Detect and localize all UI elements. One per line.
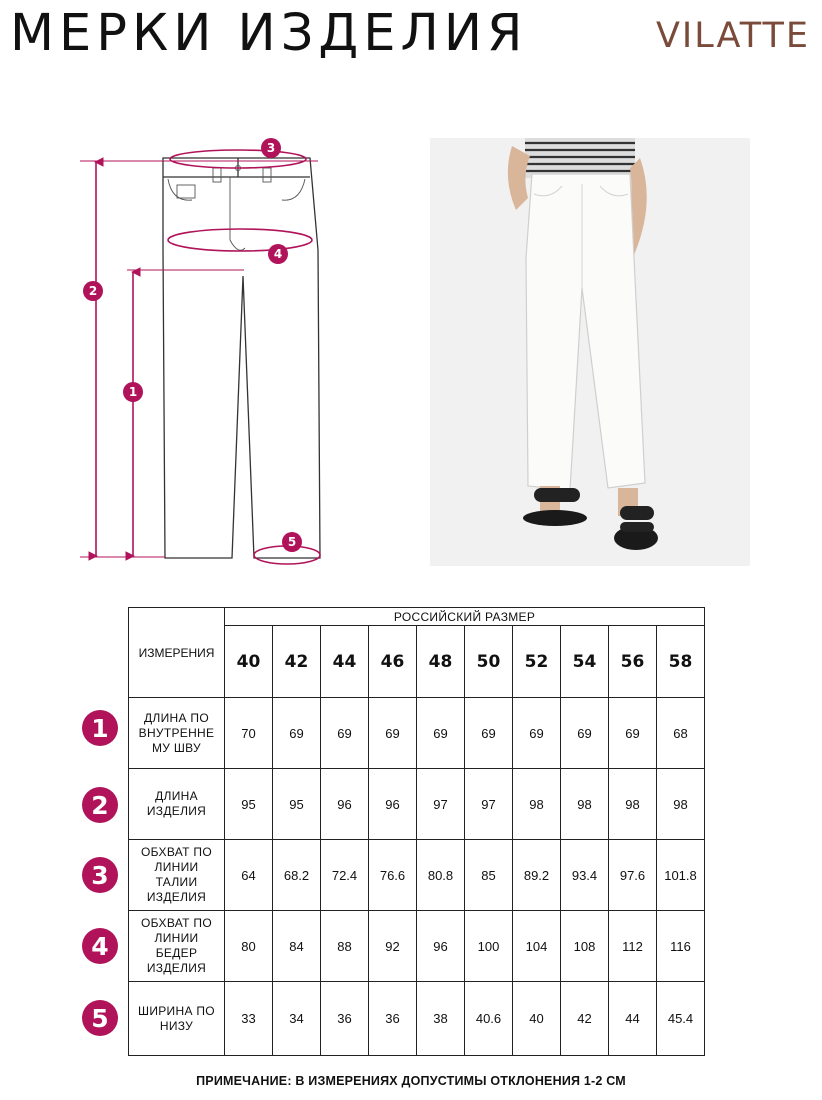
table-cell: 69 [321, 698, 369, 769]
table-cell: 92 [369, 911, 417, 982]
table-cell: 36 [369, 982, 417, 1056]
table-cell: 96 [417, 911, 465, 982]
table-cell: 97 [417, 769, 465, 840]
table-cell: 95 [273, 769, 321, 840]
size-header: 52 [513, 626, 561, 698]
table-row [129, 769, 705, 840]
row-label: ДЛИНА ИЗДЕЛИЯ [129, 769, 225, 840]
page-title: МЕРКИ ИЗДЕЛИЯ [10, 4, 528, 63]
table-row [129, 840, 705, 911]
table-cell: 69 [417, 698, 465, 769]
size-header: 44 [321, 626, 369, 698]
table-cell: 101.8 [657, 840, 705, 911]
row-label: ШИРИНА ПО НИЗУ [129, 982, 225, 1056]
table-cell: 69 [561, 698, 609, 769]
table-cell: 64 [225, 840, 273, 911]
brand-logo: VILATTE [655, 16, 810, 56]
table-cell: 42 [561, 982, 609, 1056]
table-cell: 34 [273, 982, 321, 1056]
table-cell: 76.6 [369, 840, 417, 911]
table-cell: 116 [657, 911, 705, 982]
table-cell: 98 [657, 769, 705, 840]
table-cell: 69 [273, 698, 321, 769]
size-header: 56 [609, 626, 657, 698]
table-cell: 80 [225, 911, 273, 982]
row-badge-2: 2 [82, 787, 118, 823]
table-cell: 68 [657, 698, 705, 769]
row-badge-1: 1 [82, 710, 118, 746]
table-cell: 38 [417, 982, 465, 1056]
table-cell: 80.8 [417, 840, 465, 911]
size-table [128, 607, 705, 1056]
marker-2-label: 2 [88, 284, 98, 298]
pants-outline [163, 158, 320, 558]
table-cell: 98 [609, 769, 657, 840]
table-cell: 84 [273, 911, 321, 982]
table-cell: 69 [465, 698, 513, 769]
table-cell: 98 [561, 769, 609, 840]
table-cell: 104 [513, 911, 561, 982]
footnote: ПРИМЕЧАНИЕ: В ИЗМЕРЕНИЯХ ДОПУСТИМЫ ОТКЛОНЕНИЯ 1-2 СМ [196, 1074, 626, 1088]
table-cell: 98 [513, 769, 561, 840]
table-cell: 69 [369, 698, 417, 769]
table-cell: 44 [609, 982, 657, 1056]
table-cell: 108 [561, 911, 609, 982]
marker-3-label: 3 [266, 141, 276, 155]
table-cell: 69 [513, 698, 561, 769]
row-label: ОБХВАТ ПО ЛИНИИ ТАЛИИ ИЗДЕЛИЯ [129, 840, 225, 911]
row-badge-3: 3 [82, 857, 118, 893]
row-label: ОБХВАТ ПО ЛИНИИ БЕДЕР ИЗДЕЛИЯ [129, 911, 225, 982]
size-header: 58 [657, 626, 705, 698]
table-cell: 69 [609, 698, 657, 769]
table-cell: 96 [321, 769, 369, 840]
table-cell: 36 [321, 982, 369, 1056]
row-badge-5: 5 [82, 1000, 118, 1036]
marker-4-label: 4 [273, 247, 283, 261]
marker-5-label: 5 [287, 535, 297, 549]
table-cell: 112 [609, 911, 657, 982]
table-cell: 93.4 [561, 840, 609, 911]
table-cell: 40 [513, 982, 561, 1056]
table-row [129, 982, 705, 1056]
size-header: 46 [369, 626, 417, 698]
size-group-header: РОССИЙСКИЙ РАЗМЕР [225, 608, 705, 626]
table-cell: 72.4 [321, 840, 369, 911]
size-header: 40 [225, 626, 273, 698]
table-cell: 97.6 [609, 840, 657, 911]
size-header: 48 [417, 626, 465, 698]
table-cell: 33 [225, 982, 273, 1056]
table-cell: 40.6 [465, 982, 513, 1056]
table-cell: 95 [225, 769, 273, 840]
table-cell: 45.4 [657, 982, 705, 1056]
table-cell: 89.2 [513, 840, 561, 911]
product-photo [430, 138, 750, 566]
table-cell: 70 [225, 698, 273, 769]
table-row [129, 911, 705, 982]
table-row [129, 698, 705, 769]
table-cell: 88 [321, 911, 369, 982]
table-cell: 100 [465, 911, 513, 982]
table-cell: 68.2 [273, 840, 321, 911]
trousers-measurement-diagram [0, 130, 400, 580]
table-cell: 85 [465, 840, 513, 911]
table-cell: 97 [465, 769, 513, 840]
size-header: 50 [465, 626, 513, 698]
table-cell: 96 [369, 769, 417, 840]
row-badge-4: 4 [82, 928, 118, 964]
size-header: 42 [273, 626, 321, 698]
marker-1-label: 1 [128, 385, 138, 399]
size-header: 54 [561, 626, 609, 698]
row-label: ДЛИНА ПО ВНУТРЕННЕ МУ ШВУ [129, 698, 225, 769]
measure-header: ИЗМЕРЕНИЯ [129, 608, 225, 698]
